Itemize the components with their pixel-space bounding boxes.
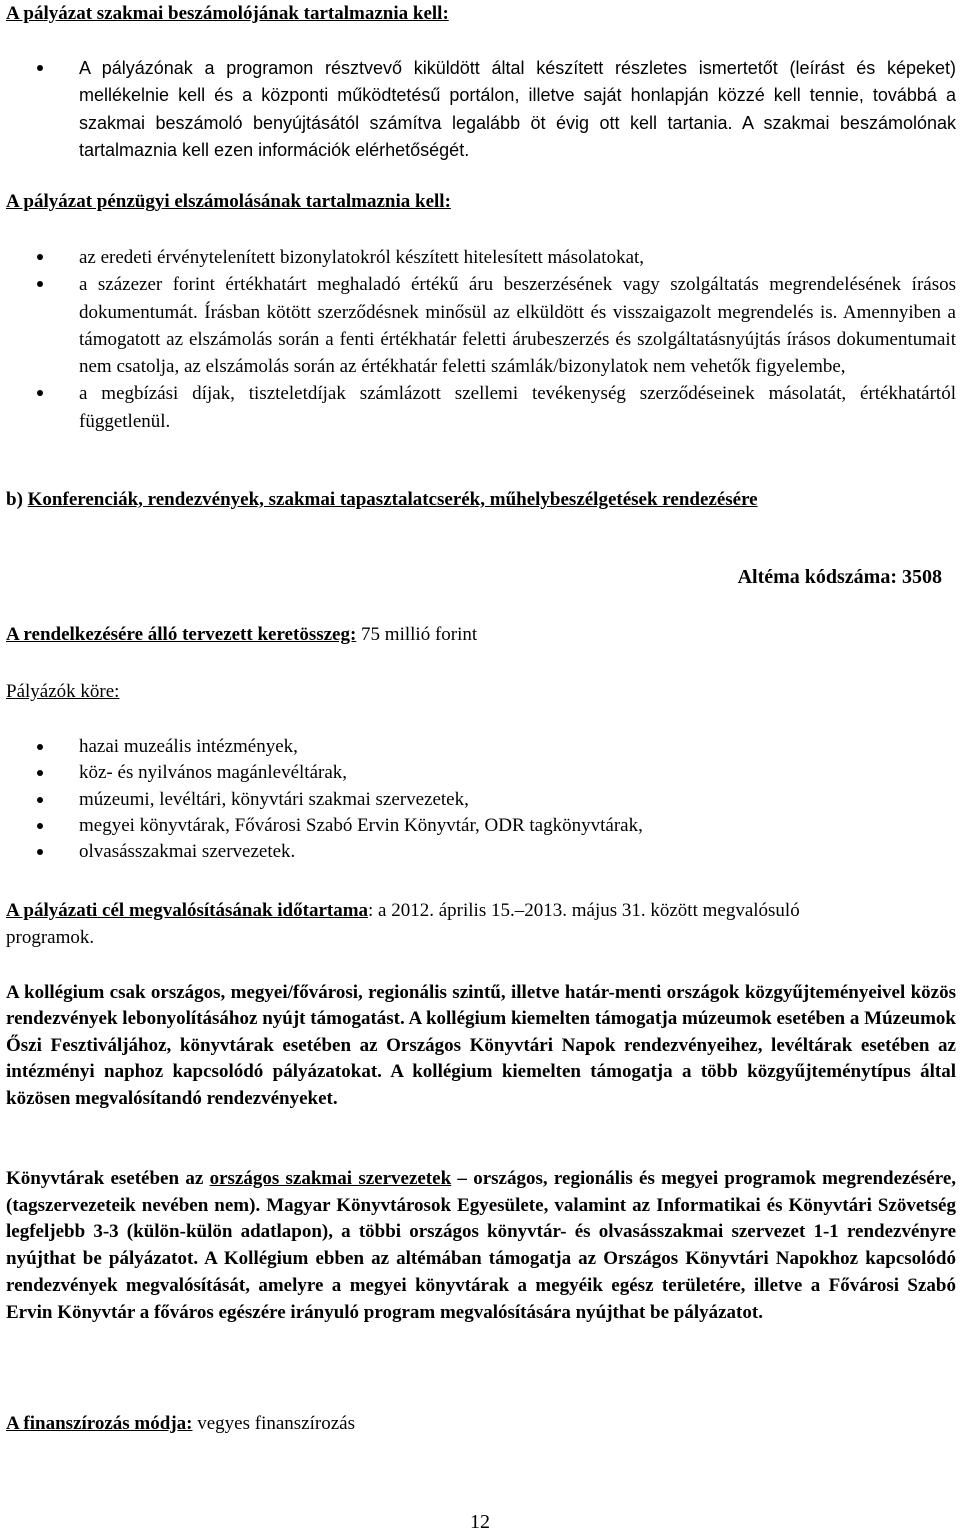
list-item-text: megyei könyvtárak, Fővárosi Szabó Ervin Könyvtár, ODR tagkönyvtárak, [79, 814, 643, 836]
list-item-text: köz- és nyilvános magánlevéltárak, [79, 762, 348, 784]
list-item [6, 271, 956, 380]
financing-line [6, 1411, 956, 1437]
heading-penzugyi-elszamolas: A pályázat pénzügyi elszámolásának tartalmaznia kell: [6, 191, 451, 212]
list-item [6, 787, 956, 813]
duration-text: : a 2012. április 15.–2013. május 31. között megvalósuló programok. [6, 900, 800, 948]
paragraph-text: – országos, regionális és megyei programok megrendezésére, (tagszervezeteik nevében nem). Magyar Könyvtárosok Egyesülete, valamint az Informatikai és Könyvtári Szövetség legfeljebb 3-3 (külön-külön adatlapon), a többi országos könyvtár- és olvasásszakmai szervezet 1-1 rendezvényre nyújthat be pályázatot. A Kollégium ebben az altémában támogatja az Országos Könyvtári Napokhoz kapcsolódó rendezvények megvalósítását, amelyre a megyei könyvtárak a megyéik egész területére, illetve a Fővárosi Szabó Ervin Könyvtár a főváros egészére irányuló program megvalósítására nyújthat be pályázatot. [6, 1168, 956, 1323]
section-b-title-text: Konferenciák, rendezvények, szakmai tapasztalatcserék, műhelybeszélgetések rendezésére [27, 489, 758, 510]
list-item-text: múzeumi, levéltári, könyvtári szakmai szervezetek, [79, 788, 469, 810]
paragraph-kollegium: A kollégium csak országos, megyei/fővárosi, regionális szintű, illetve határ-menti országok közgyűjteményeivel közös rendezvények lebonyolításához nyújt támogatást. A kollégium kiemelten támogatja múzeumok esetében a Múzeumok Őszi Fesztiváljához, könyvtárak esetében az Országos Könyvtári Napok rendezvényeihez, levéltárak esetében az intézményi naphoz kapcsolódó pályázatokat. A kollégium kiemelten támogatja a több közgyűjteménytípus által közösen megvalósítandó rendezvényeket. [6, 982, 956, 1109]
list-item [6, 813, 956, 839]
duration-line [6, 898, 866, 951]
paragraph-text: Könyvtárak esetében az [6, 1168, 210, 1189]
applicants-label: Pályázók köre: [6, 681, 120, 702]
list-item [6, 734, 956, 760]
bullet-icon [37, 797, 43, 803]
section-b-title [6, 486, 836, 513]
paragraph-konyvtarak [6, 1166, 956, 1326]
budget-line [6, 622, 956, 648]
bullet-icon [37, 823, 43, 829]
szakmai-bullet-list [6, 55, 956, 164]
list-item-text: olvasásszakmai szervezetek. [79, 841, 296, 863]
applicants-list [6, 734, 956, 865]
list-item [6, 839, 956, 865]
list-item-text: hazai muzeális intézmények, [79, 736, 298, 757]
financing-value: vegyes finanszírozás [192, 1413, 355, 1434]
duration-label: A pályázati cél megvalósításának időtartama [6, 900, 369, 921]
bullet-icon [37, 849, 43, 855]
bullet-icon [37, 254, 43, 260]
altema-code: Altéma kódszáma: 3508 [737, 566, 942, 588]
list-item [6, 244, 956, 271]
page-number: 12 [470, 1511, 490, 1533]
financing-label: A finanszírozás módja: [6, 1413, 193, 1434]
list-item-text: a megbízási díjak, tiszteletdíjak számlázott szellemi tevékenység szerződéseinek másolatát, értékhatártól függetlenül. [79, 383, 956, 432]
penzugyi-bullet-list [6, 244, 956, 435]
list-item [6, 380, 956, 435]
orszagos-szakmai-szervezetek-text: országos szakmai szervezetek [209, 1168, 452, 1189]
bullet-icon [37, 770, 43, 776]
bullet-icon [37, 744, 43, 750]
heading-szakmai-beszamolo: A pályázat szakmai beszámolójának tartalmaznia kell: [6, 3, 449, 24]
list-item-text: az eredeti érvénytelenített bizonylatokról készített hitelesített másolatokat, [79, 247, 645, 268]
bullet-icon [37, 65, 43, 71]
list-item [6, 55, 956, 164]
bullet-icon [37, 281, 43, 287]
list-item-text: A pályázónak a programon résztvevő kiküldött által készített részletes ismertetőt (leírást és képeket) mellékelnie kell és a központi működtetésű portálon, illetve saját honlapján közzé kell tennie, továbbá a szakmai beszámoló benyújtásától számítva legalább öt évig ott kell tartania. A szakmai beszámolónak tartalmaznia kell ezen információk elérhetőségét. [79, 58, 956, 160]
list-item-text: a százezer forint értékhatárt meghaladó értékű áru beszerzésének vagy szolgáltatás megrendelésének írásos dokumentumát. Írásban kötött szerződésnek minősül az elküldött és visszaigazolt megrendelés is. Amennyiben a támogatott az elszámolás során a fenti értékhatár feletti árubeszerzés és szolgáltatásnyújtás írásos dokumentumait nem csatolja, az elszámolás során az értékhatár feletti számlák/bizonylatok nem vehetők figyelembe, [79, 274, 956, 378]
section-b-prefix: b) [6, 489, 23, 510]
budget-label: A rendelkezésére álló tervezett keretösszeg: [6, 624, 357, 645]
budget-value: 75 millió forint [356, 624, 478, 645]
bullet-icon [37, 390, 43, 396]
list-item [6, 760, 956, 786]
